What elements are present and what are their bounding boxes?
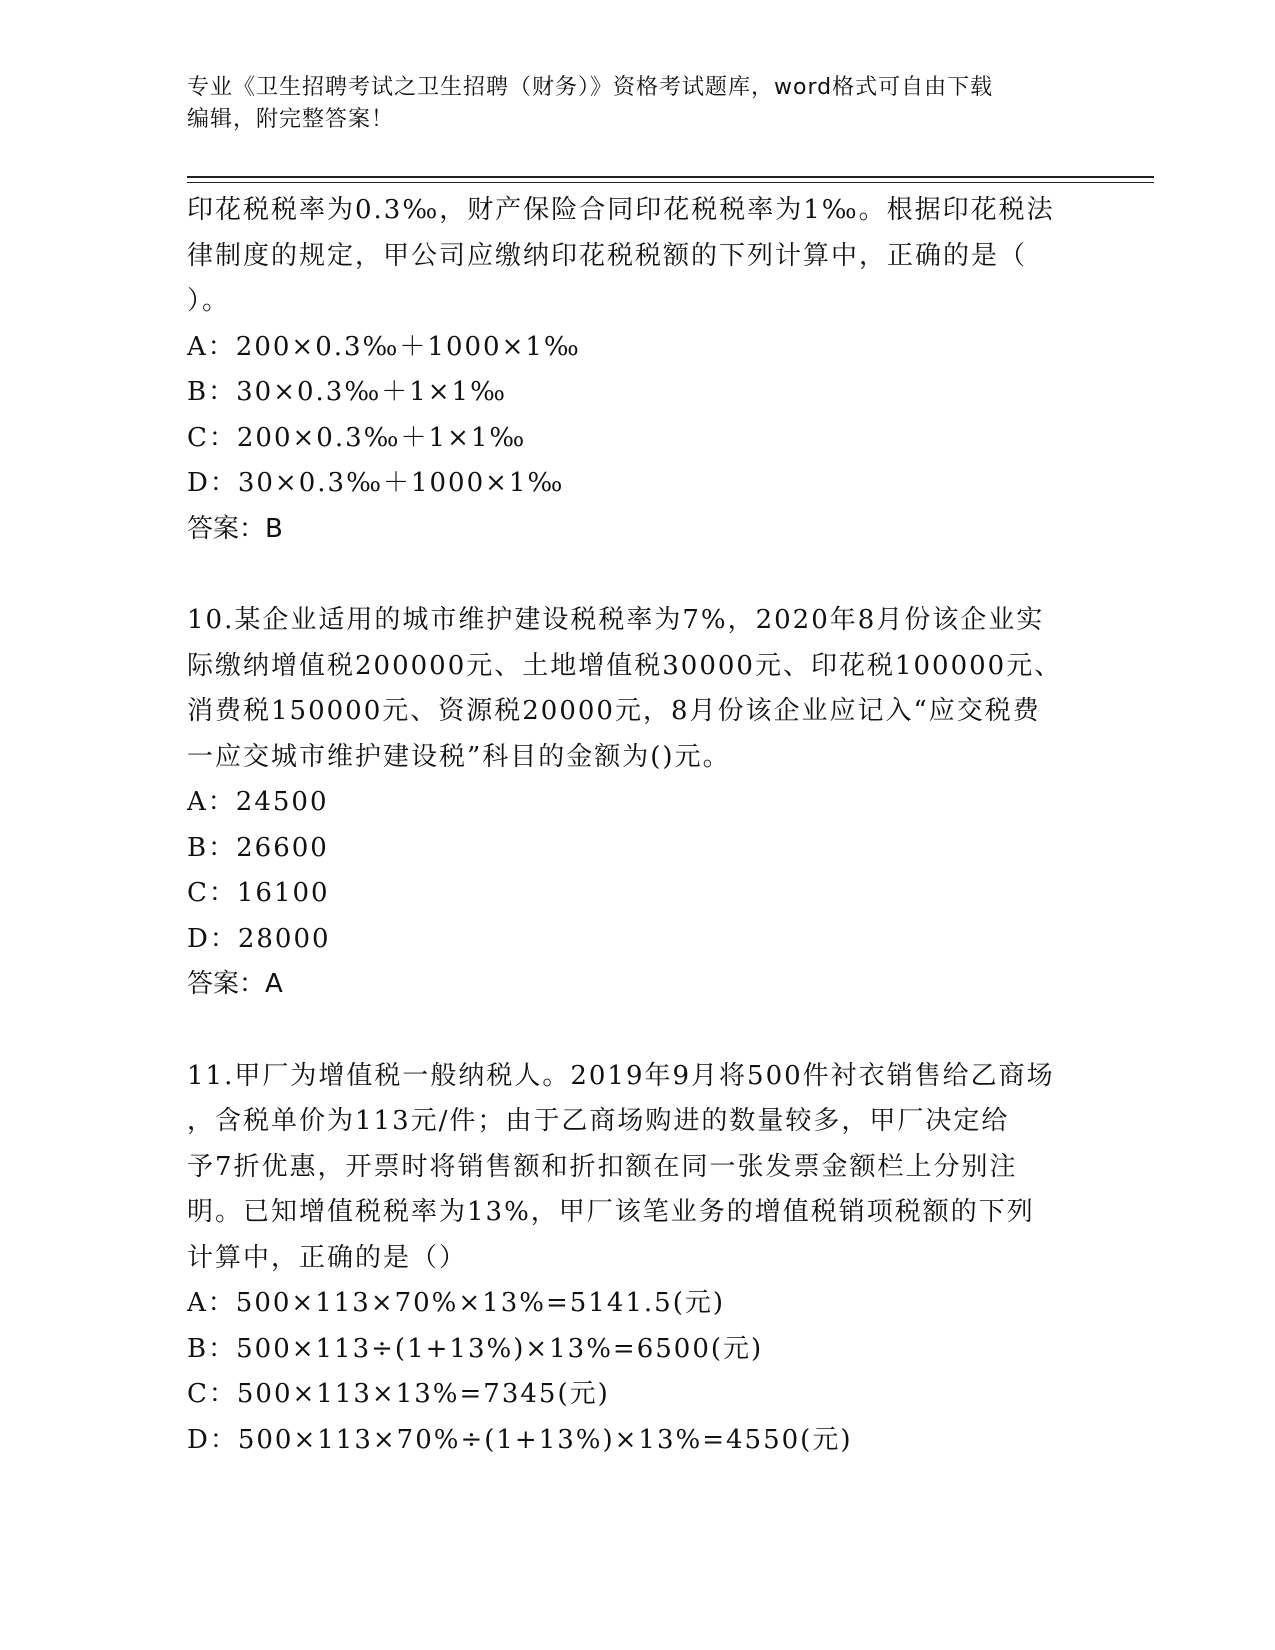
header-divider-thin xyxy=(187,182,1154,183)
option-d: D：500×113×70%÷(1+13%)×13%=4550(元) xyxy=(187,1424,853,1455)
question-stem-line: 10.某企业适用的城市维护建设税税率为7%，2020年8月份该企业实 xyxy=(187,605,1045,635)
page-header xyxy=(187,72,1087,136)
option-a: A：200×0.3‰＋1000×1‰ xyxy=(187,331,581,362)
question-stem-line: 一应交城市维护建设税”科目的金额为()元。 xyxy=(187,741,731,772)
question-stem-line: 印花税税率为0.3‰，财产保险合同印花税税率为1‰。根据印花税法 xyxy=(187,195,1055,225)
question-stem-line: ，含税单价为113元/件；由于乙商场购进的数量较多，甲厂决定给 xyxy=(187,1106,1010,1136)
question-stem-line: 予7折优惠，开票时将销售额和折扣额在同一张发票金额栏上分别注 xyxy=(187,1151,1018,1182)
header-line-2: 编辑，附完整答案！ xyxy=(187,107,395,132)
option-c: C：16100 xyxy=(187,878,330,908)
question-10 xyxy=(187,598,1087,1008)
question-9 xyxy=(187,188,1087,552)
option-b: B：500×113÷(1+13%)×13%=6500(元) xyxy=(187,1333,764,1364)
header-divider-thick xyxy=(187,176,1154,178)
question-stem-line: 际缴纳增值税200000元、土地增值税30000元、印花税100000元、 xyxy=(187,650,1063,681)
question-11 xyxy=(187,1054,1087,1464)
question-stem-line: 律制度的规定，甲公司应缴纳印花税税额的下列计算中，正确的是（ xyxy=(187,240,1028,271)
question-stem-line: 计算中，正确的是（） xyxy=(187,1242,468,1273)
option-b: B：30×0.3‰＋1×1‰ xyxy=(187,377,507,407)
spacer xyxy=(187,1008,1087,1054)
spacer xyxy=(187,552,1087,598)
option-a: A：24500 xyxy=(187,787,329,817)
question-stem-line: ）。 xyxy=(187,286,231,316)
question-stem-line: 11.甲厂为增值税一般纳税人。2019年9月将500件衬衣销售给乙商场 xyxy=(187,1060,1055,1091)
question-stem-line: 明。已知增值税税率为13%，甲厂该笔业务的增值税销项税额的下列 xyxy=(187,1197,1035,1227)
header-line-1: 专业《卫生招聘考试之卫生招聘（财务）》资格考试题库，word格式可自由下载 xyxy=(187,75,994,100)
answer-line: 答案：A xyxy=(187,969,283,999)
option-a: A：500×113×70%×13%=5141.5(元) xyxy=(187,1288,726,1318)
option-d: D：28000 xyxy=(187,923,331,954)
document-body xyxy=(187,188,1087,1463)
option-d: D：30×0.3‰＋1000×1‰ xyxy=(187,468,565,498)
answer-line: 答案：B xyxy=(187,513,283,544)
option-c: C：500×113×13%=7345(元) xyxy=(187,1379,610,1409)
question-stem-line: 消费税150000元、资源税20000元，8月份该企业应记入“应交税费 xyxy=(187,696,1041,726)
option-c: C：200×0.3‰＋1×1‰ xyxy=(187,422,527,453)
option-b: B：26600 xyxy=(187,832,329,863)
